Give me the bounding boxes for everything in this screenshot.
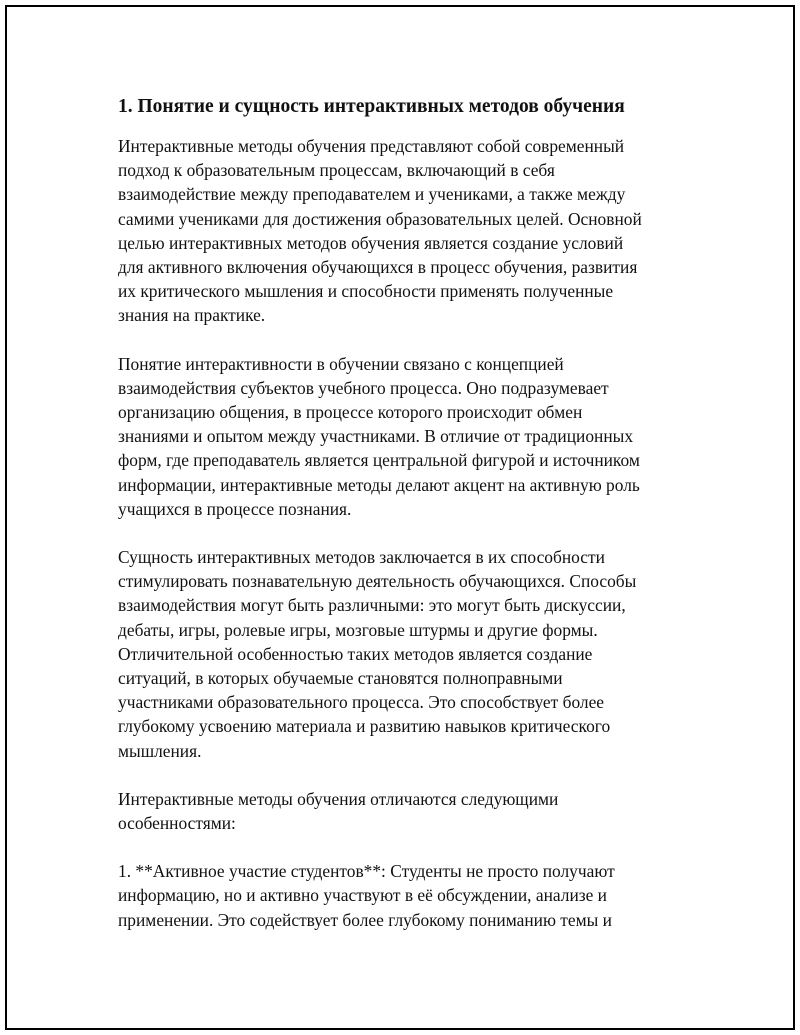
paragraph-interactivity-concept xyxy=(118,352,690,521)
text-line: Интерактивные методы обучения представляют собой современный xyxy=(118,136,625,156)
text-line: целью интерактивных методов обучения является создание условий xyxy=(118,232,624,253)
text-line: Отличительной особенностью таких методов является создание xyxy=(118,643,593,664)
text-line: подход к образовательным процессам, включающий в себя xyxy=(118,160,555,181)
document-body xyxy=(118,94,690,956)
section-heading: 1. Понятие и сущность интерактивных методов обучения xyxy=(118,96,625,117)
text-line: самими учениками для достижения образовательных целей. Основной xyxy=(118,208,642,229)
text-line: форм, где преподаватель является центральной фигурой и источником xyxy=(118,450,640,471)
list-item-active-participation xyxy=(118,859,690,932)
text-line: организацию общения, в процессе которого происходит обмен xyxy=(118,402,583,423)
text-line: особенностями: xyxy=(118,813,236,834)
text-line: взаимодействия субъектов учебного процесса. Оно подразумевает xyxy=(118,377,609,398)
text-line: применении. Это содействует более глубокому пониманию темы и xyxy=(118,909,612,930)
text-line: Сущность интерактивных методов заключается в их способности xyxy=(118,547,605,568)
text-line: для активного включения обучающихся в процесс обучения, развития xyxy=(118,257,638,278)
text-line: Интерактивные методы обучения отличаются следующими xyxy=(118,788,559,809)
text-line: 1. **Активное участие студентов**: Студенты не просто получают xyxy=(118,861,615,882)
text-line: знаниями и опытом между участниками. В отличие от традиционных xyxy=(118,426,634,447)
text-line: взаимодействие между преподавателем и учениками, а также между xyxy=(118,184,626,205)
text-line: мышления. xyxy=(118,740,202,761)
text-line: информацию, но и активно участвуют в её обсуждении, анализе и xyxy=(118,885,607,906)
text-line: информации, интерактивные методы делают акцент на активную роль xyxy=(118,474,640,495)
text-line: участниками образовательного процесса. Это способствует более xyxy=(118,692,605,713)
text-line: стимулировать познавательную деятельность обучающихся. Способы xyxy=(118,571,637,592)
text-line: знания на практике. xyxy=(118,305,266,326)
text-line: дебаты, игры, ролевые игры, мозговые штурмы и другие формы. xyxy=(118,619,598,640)
paragraph-essence xyxy=(118,545,690,763)
paragraph-intro xyxy=(118,134,690,328)
text-line: их критического мышления и способности применять полученные xyxy=(118,281,614,302)
text-line: глубокому усвоению материала и развитию навыков критического xyxy=(118,716,611,737)
text-line: учащихся в процессе познания. xyxy=(118,498,352,519)
text-line: взаимодействия могут быть различными: это могут быть дискуссии, xyxy=(118,595,626,616)
paragraph-features-intro xyxy=(118,787,690,835)
text-line: ситуаций, в которых обучаемые становятся полноправными xyxy=(118,668,563,689)
text-line: Понятие интерактивности в обучении связано с концепцией xyxy=(118,353,564,374)
